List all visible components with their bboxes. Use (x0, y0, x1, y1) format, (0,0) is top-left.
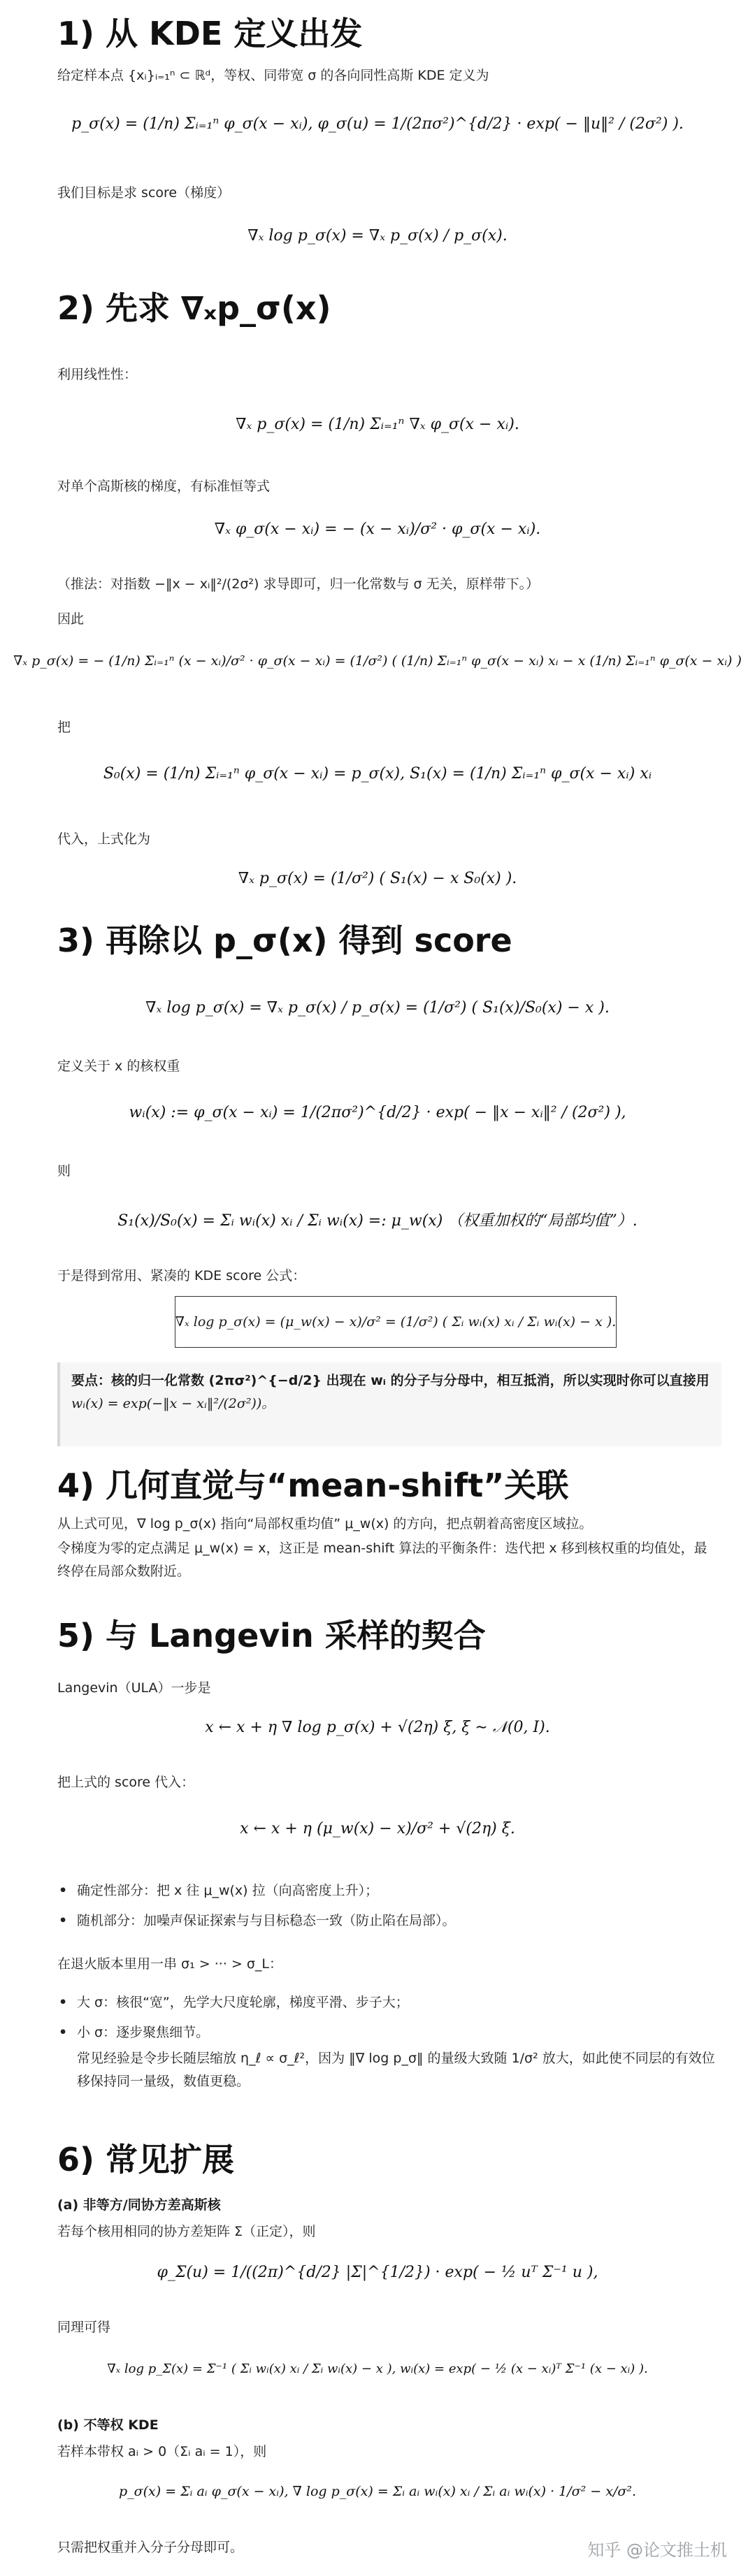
s5-eq-ula: x ← x + η ∇ log p_σ(x) + √(2η) ξ, ξ ∼ 𝒩(0, I). (205, 1719, 550, 1736)
s1-intro: 给定样本点 {xᵢ}ᵢ₌₁ⁿ ⊂ ℝᵈ，等权、同带宽 σ 的各向同性高斯 KDE 定义为 (57, 68, 489, 83)
s3-result: 于是得到常用、紧凑的 KDE score 公式： (57, 1268, 306, 1283)
s5-step-scale: 常见经验是令步长随层缩放 η_ℓ ∝ σ_ℓ²，因为 ‖∇ log p_σ‖ 的量级大致随 1/σ² 放大，如此使不同层的有效位移保持同一量级，数值更稳。 (77, 2051, 715, 2089)
s5-anneal: 在退火版本里用一串 σ₁ > ··· > σ_L： (57, 1956, 282, 1972)
s3-note-eq: wᵢ(x) = exp(−‖x − xᵢ‖²/(2σ²))。 (71, 1396, 275, 1411)
s4-p1: 从上式可见，∇ log p_σ(x) 指向“局部权重均值” μ_w(x) 的方向，把点朝着高密度区域拉。 (57, 1516, 593, 1531)
s1-eq-def: p_σ(x) = (1/n) Σᵢ₌₁ⁿ φ_σ(x − xᵢ), φ_σ(u) = 1/(2πσ²)^{d/2} · exp( − ‖u‖² / (2σ²) ). (71, 115, 684, 133)
s2-eq-kernel: ∇ₓ φ_σ(x − xᵢ) = − (x − xᵢ)/σ² · φ_σ(x − xᵢ). (214, 521, 541, 538)
s2-linear: 利用线性性： (57, 367, 138, 382)
s2-sub: 代入，上式化为 (57, 831, 151, 847)
s5-intro: Langevin（ULA）一步是 (57, 1680, 211, 1696)
s3-eq-box: ∇ₓ log p_σ(x) = (μ_w(x) − x)/σ² = (1/σ²) ( Σᵢ wᵢ(x) xᵢ / Σᵢ wᵢ(x) − x ). (175, 1314, 617, 1330)
section-6-title: 6) 常见扩展 (57, 2141, 235, 2178)
s2-eq-grad: ∇ₓ p_σ(x) = − (1/n) Σᵢ₌₁ⁿ (x − xᵢ)/σ² · φ_σ(x − xᵢ) = (1/σ²) ( (1/n) Σᵢ₌₁ⁿ φ_σ(x − xᵢ) xᵢ − x (1/n) Σᵢ₌₁ⁿ φ_σ(x − xᵢ) ) (13, 653, 742, 669)
s2-kernel: 对单个高斯核的梯度，有标准恒等式 (57, 479, 271, 494)
s6-a-title: (a) 非等方/同协方差高斯核 (57, 2197, 221, 2213)
section-5-title: 5) 与 Langevin 采样的契合 (57, 1617, 486, 1654)
s5-bullet-deterministic: • 确定性部分：把 x 往 μ_w(x) 拉（向高密度上升）； (77, 1879, 720, 1902)
s2-eq-simpl: ∇ₓ p_σ(x) = (1/σ²) ( S₁(x) − x S₀(x) ). (238, 870, 517, 887)
watermark: 知乎 @论文推土机 (587, 2540, 727, 2560)
s5-bullet-large-sigma: • 大 σ：核很“宽”，先学大尺度轮廓，梯度平滑、步子大； (77, 1991, 720, 2014)
s5-bullet-small-sigma: • 小 σ：逐步聚焦细节。 (77, 2021, 720, 2044)
s3-boxed-formula (175, 1296, 617, 1348)
s5-bullet-random: • 随机部分：加噪声保证探索与与目标稳态一致（防止陷在局部）。 (77, 1909, 720, 1933)
s6-eq-a2: ∇ₓ log p_Σ(x) = Σ⁻¹ ( Σᵢ wᵢ(x) xᵢ / Σᵢ wᵢ(x) − x ), wᵢ(x) = exp( − ½ (x − xᵢ)ᵀ Σ⁻¹ (x − xᵢ) ). (107, 2362, 648, 2376)
s5-sub: 把上式的 score 代入： (57, 1775, 195, 1790)
s6-b-end: 只需把权重并入分子分母即可。 (57, 2540, 244, 2555)
section-4-title: 4) 几何直觉与“mean-shift”关联 (57, 1467, 569, 1504)
s3-then: 则 (57, 1163, 71, 1179)
s5-eq-sub: x ← x + η (μ_w(x) − x)/σ² + √(2η) ξ. (240, 1820, 515, 1838)
section-2-title: 2) 先求 ∇ₓp_σ(x) (57, 289, 331, 327)
s6-a-p2: 同理可得 (57, 2320, 111, 2335)
s3-eq-score: ∇ₓ log p_σ(x) = ∇ₓ p_σ(x) / p_σ(x) = (1/σ²) ( S₁(x)/S₀(x) − x ). (145, 999, 610, 1017)
s2-eq-lin: ∇ₓ p_σ(x) = (1/n) Σᵢ₌₁ⁿ ∇ₓ φ_σ(x − xᵢ). (236, 416, 519, 433)
s4-p2: 令梯度为零的定点满足 μ_w(x) = x，这正是 mean-shift 算法的平衡条件：迭代把 x 移到核权重的均值处，最终停在局部众数附近。 (57, 1541, 707, 1579)
s6-a-p: 若每个核用相同的协方差矩阵 Σ（正定），则 (57, 2224, 316, 2239)
s2-derive: （推法：对指数 −‖x − xᵢ‖²/(2σ²) 求导即可，归一化常数与 σ 无关，原样带下。） (57, 576, 540, 592)
s1-eq-goal: ∇ₓ log p_σ(x) = ∇ₓ p_σ(x) / p_σ(x). (247, 227, 508, 245)
s3-note-text: 要点：核的归一化常数 (2πσ²)^{−d/2} 出现在 wᵢ 的分子与分母中，相互抵消，所以实现时你可以直接用 (71, 1373, 710, 1388)
s1-goal: 我们目标是求 score（梯度） (57, 185, 231, 201)
s2-eq-s: S₀(x) = (1/n) Σᵢ₌₁ⁿ φ_σ(x − xᵢ) = p_σ(x), S₁(x) = (1/n) Σᵢ₌₁ⁿ φ_σ(x − xᵢ) xᵢ (103, 765, 652, 783)
s6-b-p: 若样本带权 aᵢ > 0（Σᵢ aᵢ = 1），则 (57, 2444, 267, 2459)
s6-eq-a: φ_Σ(u) = 1/((2π)^{d/2} |Σ|^{1/2}) · exp( − ½ uᵀ Σ⁻¹ u ), (157, 2264, 598, 2281)
s3-note (57, 1362, 721, 1446)
section-1-title: 1) 从 KDE 定义出发 (57, 15, 363, 52)
s2-let: 把 (57, 720, 71, 735)
s6-eq-b: p_σ(x) = Σᵢ aᵢ φ_σ(x − xᵢ), ∇ log p_σ(x) = Σᵢ aᵢ wᵢ(x) xᵢ / Σᵢ aᵢ wᵢ(x) · 1/σ² − x/σ². (119, 2484, 636, 2499)
section-3-title: 3) 再除以 p_σ(x) 得到 score (57, 922, 512, 959)
s3-eq-mu: S₁(x)/S₀(x) = Σᵢ wᵢ(x) xᵢ / Σᵢ wᵢ(x) =: μ_w(x) （权重加权的“局部均值”）. (117, 1212, 638, 1230)
s6-b-title: (b) 不等权 KDE (57, 2417, 159, 2433)
s3-def-w: 定义关于 x 的核权重 (57, 1058, 180, 1074)
s3-eq-w: wᵢ(x) := φ_σ(x − xᵢ) = 1/(2πσ²)^{d/2} · exp( − ‖x − xᵢ‖² / (2σ²) ), (129, 1104, 626, 1121)
s2-therefore: 因此 (57, 611, 85, 627)
